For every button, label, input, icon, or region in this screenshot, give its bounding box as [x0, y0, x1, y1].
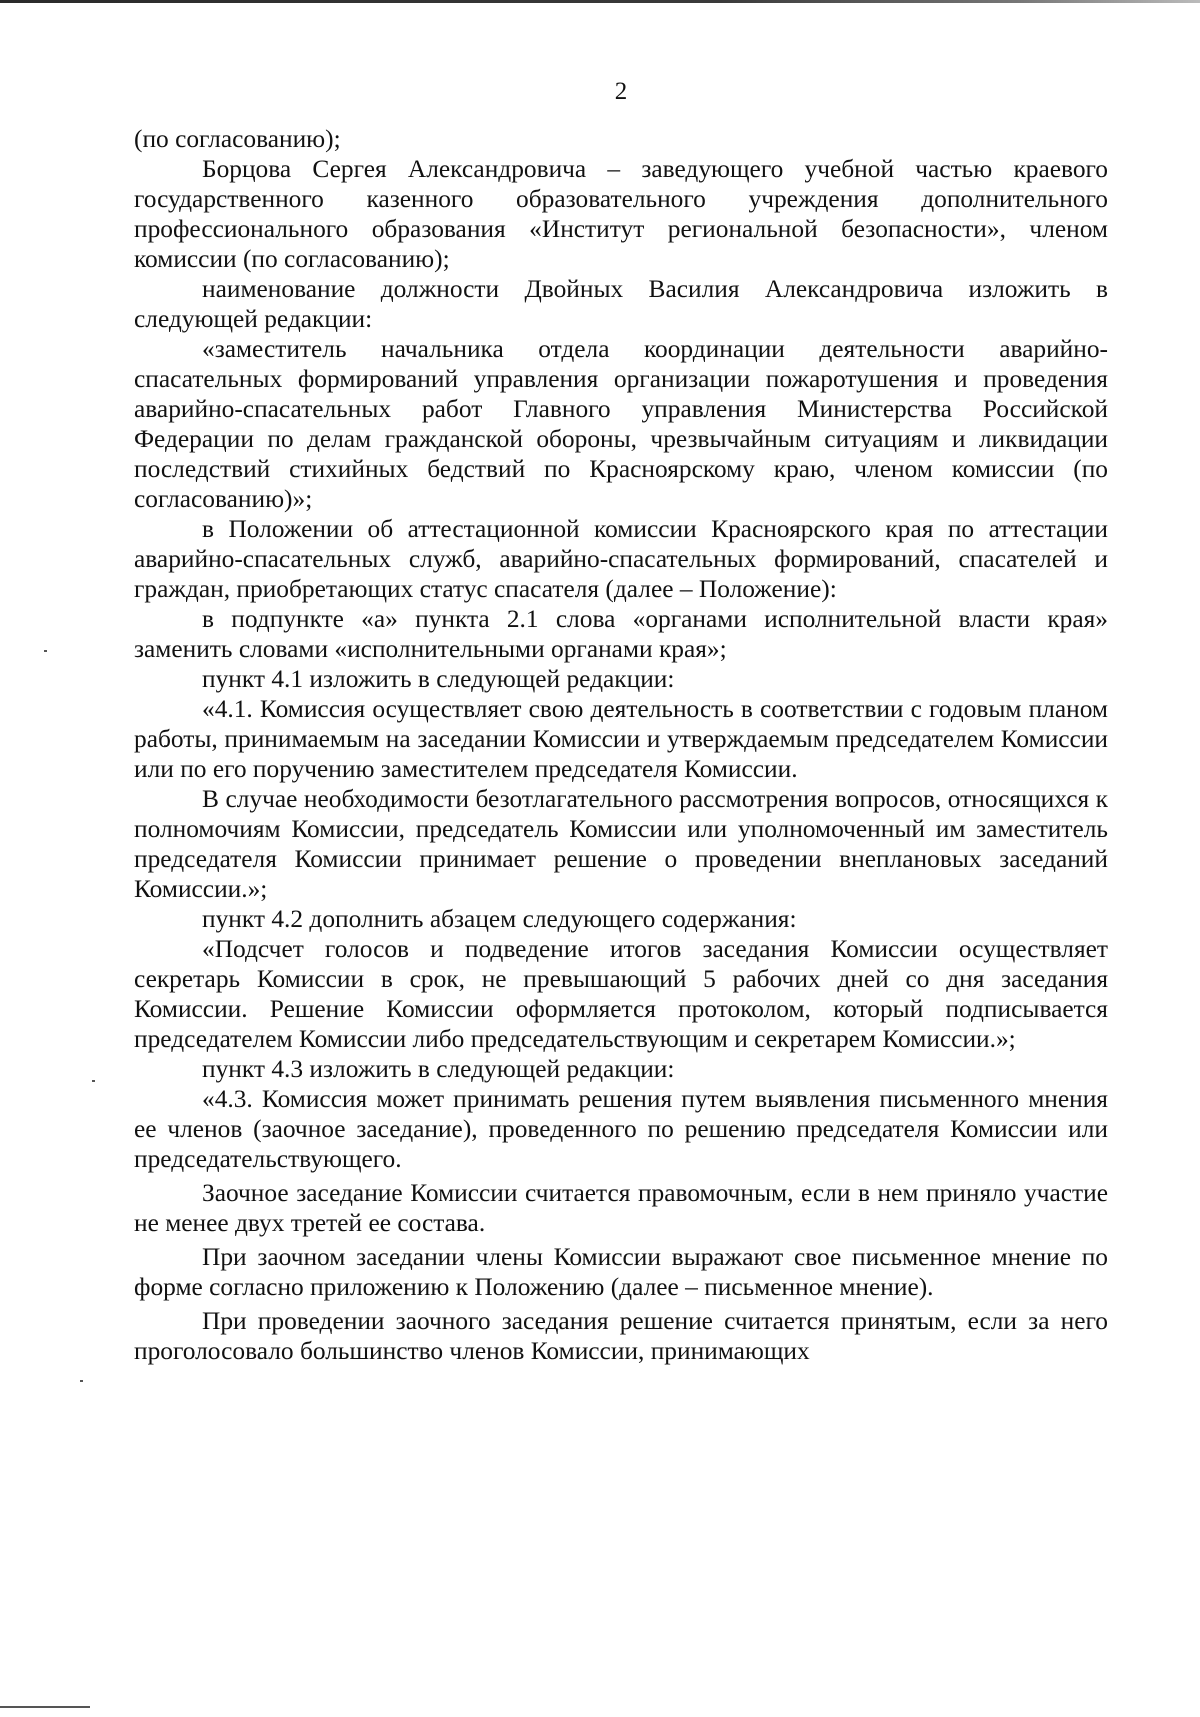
paragraph: «Подсчет голосов и подведение итогов заседания Комиссии осуществляет секретарь Комиссии в срок, не превышающий 5 рабочих дней со дня заседания Комиссии. Решение Комиссии оформляется протоколом, который подписывается председателем Комиссии либо председательствующим и секретарем Комиссии.»; — [134, 935, 1108, 1053]
scan-speck — [44, 650, 47, 652]
paragraph: пункт 4.1 изложить в следующей редакции: — [202, 665, 675, 693]
paragraph: пункт 4.3 изложить в следующей редакции: — [202, 1055, 675, 1083]
page-number: 2 — [614, 78, 628, 105]
paragraph: При проведении заочного заседания решение считается принятым, если за него проголосовало большинство членов Комиссии, принимающих — [134, 1307, 1108, 1365]
paragraph: При заочном заседании члены Комиссии выражают свое письменное мнение по форме согласно приложению к Положению (далее – письменное мнение). — [134, 1243, 1108, 1301]
paragraph: наименование должности Двойных Василия Александровича изложить в следующей редакции: — [134, 275, 1108, 333]
scan-speck — [92, 1080, 95, 1082]
paragraph: (по согласованию); — [134, 125, 341, 153]
scan-top-border — [0, 0, 1200, 3]
paragraph: пункт 4.2 дополнить абзацем следующего содержания: — [202, 905, 797, 933]
scan-speck — [80, 1380, 83, 1382]
paragraph: в подпункте «а» пункта 2.1 слова «органами исполнительной власти края» заменить словами «исполнительными органами края»; — [134, 605, 1108, 663]
paragraph: Заочное заседание Комиссии считается правомочным, если в нем приняло участие не менее двух третей ее состава. — [134, 1179, 1108, 1237]
paragraph: В случае необходимости безотлагательного рассмотрения вопросов, относящихся к полномочиям Комиссии, председатель Комиссии или уполномоченный им заместитель председателя Комиссии принимает решение о проведении внеплановых заседаний Комиссии.»; — [134, 785, 1108, 903]
scan-bottom-border — [0, 1706, 90, 1708]
paragraph: «заместитель начальника отдела координации деятельности аварийно-спасательных формирований управления организации пожаротушения и проведения аварийно-спасательных работ Главного управления Министерства Российской Федерации по делам гражданской обороны, чрезвычайным ситуациям и ликвидации последствий стихийных бедствий по Красноярскому краю, членом комиссии (по согласованию)»; — [134, 335, 1108, 513]
paragraph: «4.3. Комиссия может принимать решения путем выявления письменного мнения ее членов (заочное заседание), проведенного по решению председателя Комиссии или председательствующего. — [134, 1085, 1108, 1173]
paragraph: «4.1. Комиссия осуществляет свою деятельность в соответствии с годовым планом работы, принимаемым на заседании Комиссии и утверждаемым председателем Комиссии или по его поручению заместителем председателя Комиссии. — [134, 695, 1108, 783]
paragraph: Борцова Сергея Александровича – заведующего учебной частью краевого государственного казенного образовательного учреждения дополнительного профессионального образования «Институт региональной безопасности», членом комиссии (по согласованию); — [134, 155, 1108, 273]
document-page — [134, 60, 1108, 1366]
paragraph: в Положении об аттестационной комиссии Красноярского края по аттестации аварийно-спасательных служб, аварийно-спасательных формирований, спасателей и граждан, приобретающих статус спасателя (далее – Положение): — [134, 515, 1108, 603]
document-body — [134, 124, 1108, 1366]
